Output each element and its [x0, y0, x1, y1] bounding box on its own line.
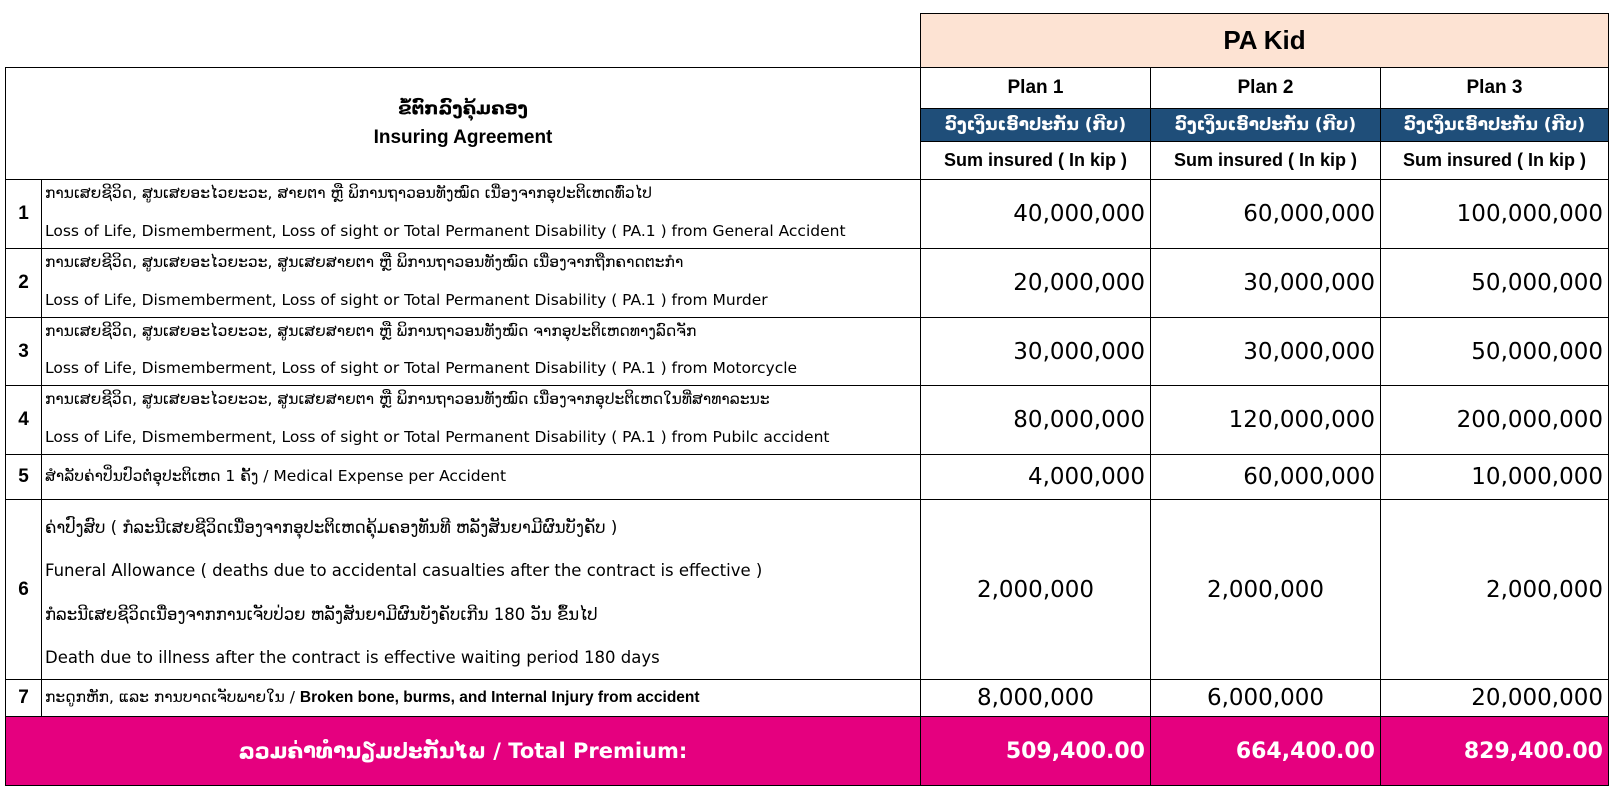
- plan-2-total: 664,400.00: [1150, 716, 1381, 786]
- plan-3-total: 829,400.00: [1380, 716, 1609, 786]
- plan-2-value: 60,000,000: [1150, 454, 1381, 500]
- description-text: [45, 688, 700, 707]
- plan-2-header: Plan 2: [1150, 67, 1381, 109]
- row-number: 3: [5, 317, 42, 386]
- plan-2-sum-lao: ວົງເງິນເອົາປະກັນ (ກີບ): [1150, 108, 1381, 142]
- plan-3-sum-en: Sum insured ( In kip ): [1380, 141, 1609, 180]
- total-premium-label: ລວມຄ່າທຳນຽມປະກັນໄພ / Total Premium:: [5, 716, 921, 786]
- row-description: [41, 679, 921, 717]
- description-en: Funeral Allowance ( deaths due to accidental casualties after the contract is effective ): [45, 561, 763, 580]
- plan-1-header: Plan 1: [920, 67, 1151, 109]
- plan-3-header: Plan 3: [1380, 67, 1609, 109]
- plan-3-sum-lao: ວົງເງິນເອົາປະກັນ (ກີບ): [1380, 108, 1609, 142]
- description-en: Loss of Life, Dismemberment, Loss of sight or Total Permanent Disability ( PA.1 ) from Pubilc accident: [45, 428, 830, 446]
- row-number: 1: [5, 179, 42, 249]
- plan-1-value: 20,000,000: [920, 248, 1151, 318]
- row-description: [41, 385, 921, 455]
- description-lao: ກະດູກຫັກ, ແລະ ການບາດເຈັບພາຍໃນ /: [45, 688, 300, 706]
- description-lao: ການເສຍຊີວິດ, ສູນເສຍອະໄວຍະວະ, ສາຍຕາ ຫຼື ພິການຖາວອນທັງໝົດ ເນື່ອງຈາກອຸປະຕິເຫດທົ່ວໄປ: [45, 184, 652, 202]
- plan-2-value: 30,000,000: [1150, 317, 1381, 386]
- row-description: [41, 317, 921, 386]
- plan-1-value: 8,000,000: [920, 679, 1151, 717]
- plan-1-total: 509,400.00: [920, 716, 1151, 786]
- plan-3-value: 200,000,000: [1380, 385, 1609, 455]
- row-description: [41, 499, 921, 680]
- plan-3-value: 100,000,000: [1380, 179, 1609, 249]
- description-lao: ຄ່າປົງສົບ ( ກໍລະນີເສຍຊີວິດເນື່ອງຈາກອຸປະຕິເຫດຄຸ້ມຄອງທັນທີ ຫລັງສັນຍາມີຜົນບັງຄັບ ): [45, 518, 618, 537]
- row-number: 5: [5, 454, 42, 500]
- plan-2-value: 2,000,000: [1150, 499, 1381, 680]
- description-lao: ການເສຍຊີວິດ, ສູນເສຍອະໄວຍະວະ, ສູນເສຍສາຍຕາ ຫຼື ພິການຖາວອນທັງໝົດ ເນື່ອງຈາກຖືກຄາດຕະກຳ: [45, 253, 684, 271]
- plan-2-value: 6,000,000: [1150, 679, 1381, 717]
- table-title: PA Kid: [920, 13, 1609, 68]
- description-lao: ກໍລະນີເສຍຊີວິດເນື່ອງຈາກການເຈັບປ່ວຍ ຫລັງສັນຍາມີຜົນບັງຄັບເກີນ 180 ວັນ ຂຶ້ນໄປ: [45, 605, 598, 624]
- description-lao: ການເສຍຊີວິດ, ສູນເສຍອະໄວຍະວະ, ສູນເສຍສາຍຕາ ຫຼື ພິການຖາວອນທັງໝົດ ເນື່ອງຈາກອຸປະຕິເຫດໃນທີ່ສາທາລະນະ: [45, 390, 770, 408]
- plan-1-value: 2,000,000: [920, 499, 1151, 680]
- plan-1-value: 30,000,000: [920, 317, 1151, 386]
- plan-2-value: 30,000,000: [1150, 248, 1381, 318]
- row-number: 4: [5, 385, 42, 455]
- description-en: Loss of Life, Dismemberment, Loss of sight or Total Permanent Disability ( PA.1 ) from General Accident: [45, 222, 846, 240]
- plan-3-value: 2,000,000: [1380, 499, 1609, 680]
- description-en: Broken bone, burms, and Internal Injury from accident: [299, 689, 700, 706]
- row-description: [41, 248, 921, 318]
- row-description: [41, 179, 921, 249]
- row-description: [41, 454, 921, 500]
- plan-1-sum-lao: ວົງເງິນເອົາປະກັນ (ກີບ): [920, 108, 1151, 142]
- plan-3-value: 20,000,000: [1380, 679, 1609, 717]
- description-en: Death due to illness after the contract is effective waiting period 180 days: [45, 648, 660, 667]
- row-number: 2: [5, 248, 42, 318]
- row-number: 7: [5, 679, 42, 717]
- plan-3-value: 50,000,000: [1380, 317, 1609, 386]
- description-en: Loss of Life, Dismemberment, Loss of sight or Total Permanent Disability ( PA.1 ) from Motorcycle: [45, 359, 798, 377]
- agreement-label-lao: ຂໍ້ຕົກລົງຄຸ້ມຄອງ: [398, 98, 528, 119]
- plan-1-value: 4,000,000: [920, 454, 1151, 500]
- description-en: Loss of Life, Dismemberment, Loss of sight or Total Permanent Disability ( PA.1 ) from Murder: [45, 291, 768, 309]
- plan-1-value: 40,000,000: [920, 179, 1151, 249]
- agreement-label-en: Insuring Agreement: [373, 127, 553, 148]
- plan-2-sum-en: Sum insured ( In kip ): [1150, 141, 1381, 180]
- plan-2-value: 120,000,000: [1150, 385, 1381, 455]
- plan-2-value: 60,000,000: [1150, 179, 1381, 249]
- insuring-agreement-header: [5, 67, 921, 180]
- description-lao: ການເສຍຊີວິດ, ສູນເສຍອະໄວຍະວະ, ສູນເສຍສາຍຕາ ຫຼື ພິການຖາວອນທັງໝົດ ຈາກອຸປະຕິເຫດທາງລົດຈັກ: [45, 322, 697, 340]
- plan-1-value: 80,000,000: [920, 385, 1151, 455]
- description-text: ສຳລັບຄ່າປິ່ນປົວຕໍ່ອຸປະຕິເຫດ 1 ຄັ້ງ / Medical Expense per Accident: [45, 467, 507, 485]
- plan-3-value: 50,000,000: [1380, 248, 1609, 318]
- row-number: 6: [5, 499, 42, 680]
- plan-1-sum-en: Sum insured ( In kip ): [920, 141, 1151, 180]
- plan-3-value: 10,000,000: [1380, 454, 1609, 500]
